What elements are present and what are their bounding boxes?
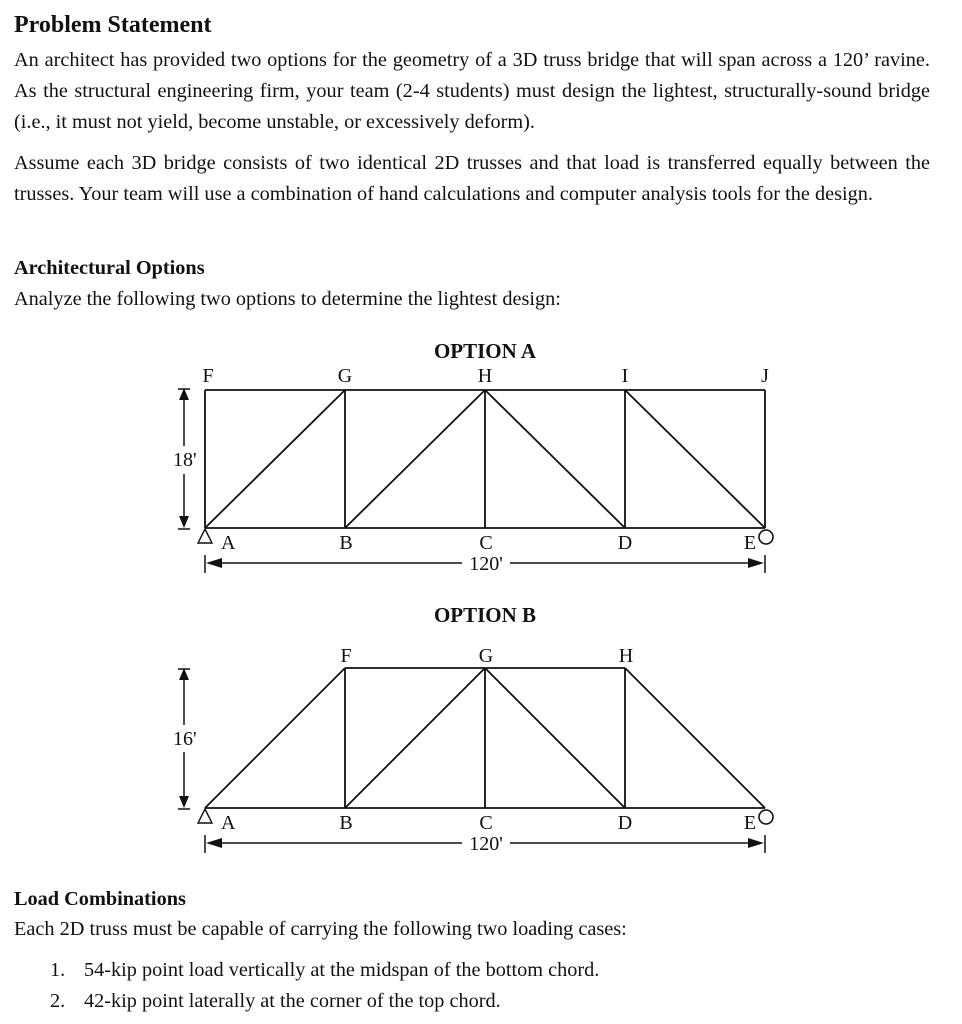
pin-support-icon (198, 809, 212, 823)
diagonal-BG (345, 668, 485, 808)
node-D: D (617, 532, 633, 554)
diagonal-GD (485, 668, 625, 808)
option-b-title: OPTION B (433, 603, 537, 627)
option-a-span-label: 120' (469, 553, 503, 575)
problem-paragraph-1: An architect has provided two options for the geometry of a 3D truss bridge that will span across a 120’ ravine. As the structural engineering firm, your team (2-4 students) must design the lightest, structurally-sound bridge (i.e., it must not yield, become unstable, or excessively deform). (14, 49, 930, 133)
node-F: F (340, 645, 352, 667)
node-B: B (339, 532, 353, 554)
diagonal-HD (485, 390, 625, 528)
load-cases-list (14, 955, 944, 1017)
diagonal-IE (625, 390, 765, 528)
node-D: D (617, 812, 633, 834)
node-G: G (337, 365, 353, 387)
problem-paragraph-2: Assume each 3D bridge consists of two identical 2D trusses and that load is transferred equally between the trusses. Your team will use a combination of hand calculations and computer analysis tools for the design. (14, 152, 930, 205)
options-intro: Analyze the following two options to determine the lightest design: (14, 288, 561, 310)
loads-intro: Each 2D truss must be capable of carrying the following two loading cases: (14, 918, 627, 940)
list-item (50, 955, 944, 986)
node-E: E (743, 812, 757, 834)
node-A: A (221, 812, 236, 834)
node-J: J (761, 365, 769, 387)
option-a-title: OPTION A (433, 339, 537, 363)
option-b-members (205, 668, 765, 808)
list-number: 1. (50, 959, 66, 981)
list-text: 54-kip point load vertically at the midspan of the bottom chord. (84, 959, 600, 981)
list-item (50, 986, 944, 1017)
loads-heading: Load Combinations (14, 888, 186, 910)
pin-support-icon (198, 529, 212, 543)
list-text: 42-kip point laterally at the corner of the top chord. (84, 990, 501, 1012)
option-a-height-label: 18' (173, 449, 197, 471)
roller-support-icon (759, 530, 773, 544)
option-a-members (205, 390, 765, 528)
diagonal-AG (205, 390, 345, 528)
node-A: A (221, 532, 236, 554)
node-H: H (618, 645, 634, 667)
node-B: B (339, 812, 353, 834)
node-H: H (477, 365, 493, 387)
list-number: 2. (50, 990, 66, 1012)
problem-heading: Problem Statement (14, 12, 212, 38)
node-F: F (202, 365, 214, 387)
node-C: C (479, 532, 493, 554)
option-b-span-label: 120' (469, 833, 503, 855)
end-post-AF (205, 668, 345, 808)
node-E: E (743, 532, 757, 554)
node-C: C (479, 812, 493, 834)
node-I: I (621, 365, 629, 387)
option-b-height-label: 16' (173, 728, 197, 750)
roller-support-icon (759, 810, 773, 824)
option-a-diagram (173, 339, 773, 575)
option-b-diagram (173, 603, 773, 855)
diagonal-BH (345, 390, 485, 528)
options-heading: Architectural Options (14, 257, 205, 279)
end-post-HE (625, 668, 765, 808)
node-G: G (478, 645, 494, 667)
